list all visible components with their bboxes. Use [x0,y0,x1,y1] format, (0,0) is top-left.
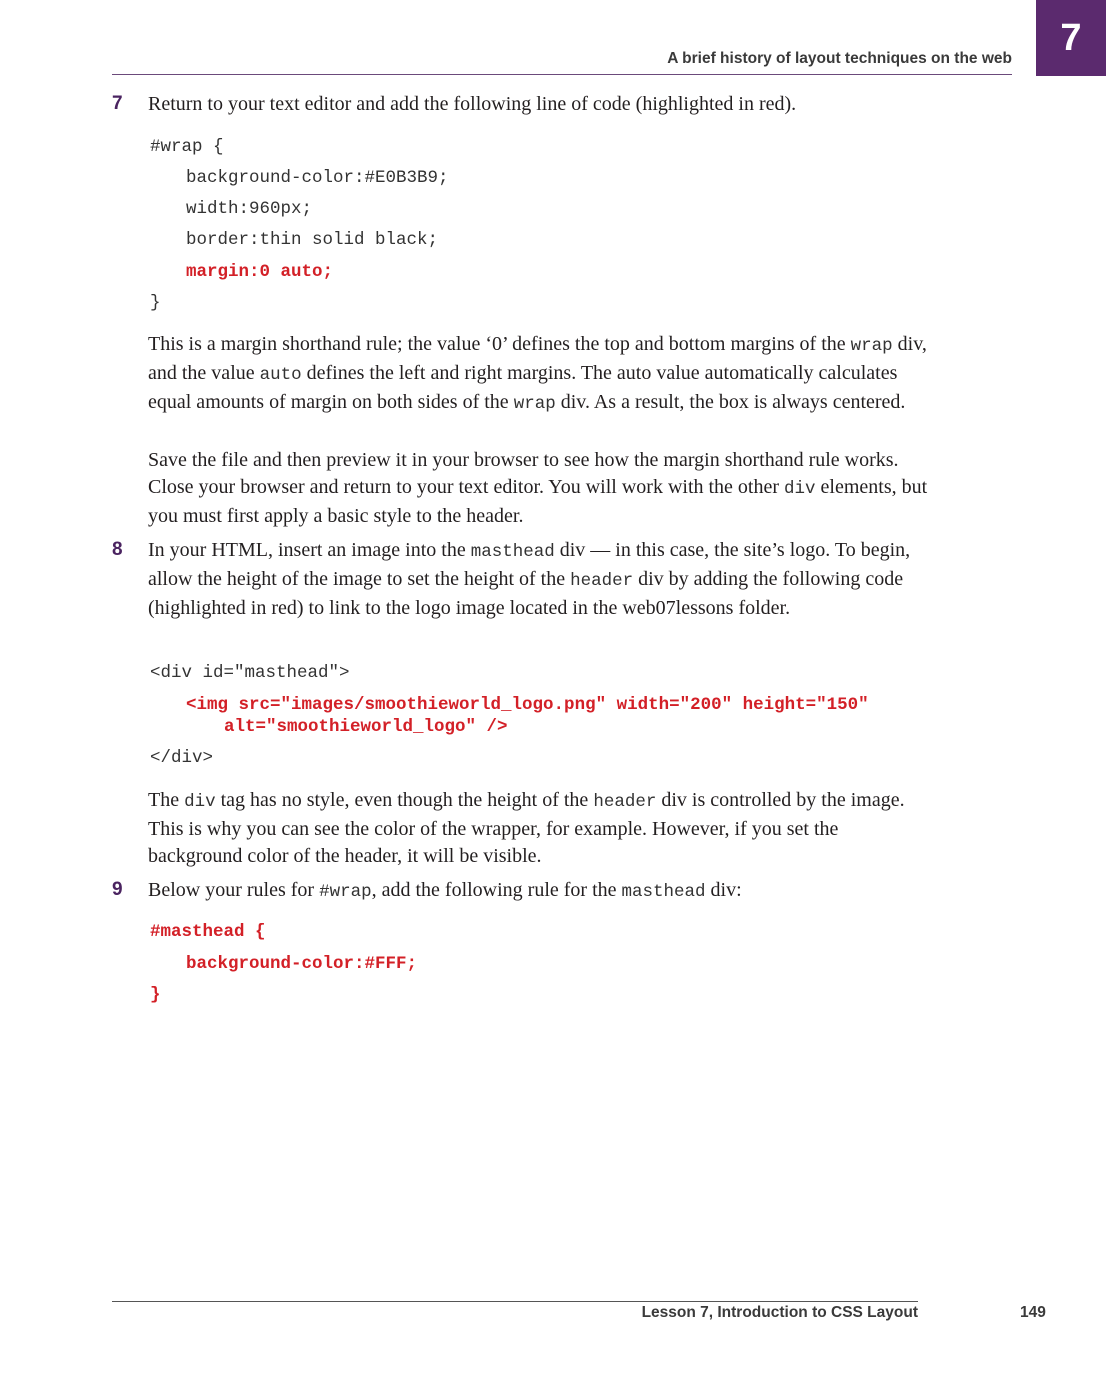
step7-intro: Return to your text editor and add the following line of code (highlighted in red). [148,93,797,115]
code-line: #wrap { [150,137,224,157]
step7-paragraph-1: This is a margin shorthand rule; the value ‘0’ defines the top and bottom margins of the wrap div, and the value auto defines the left and right margins. The auto value automatically calculates equal amounts of margin on both sides of the wrap div. As a result, the box is always centered. [148,333,927,414]
footer-rule [112,1301,918,1302]
code-line-highlighted: alt="smoothieworld_logo" /> [224,717,508,737]
footer-lesson-title: Lesson 7, Introduction to CSS Layout [641,1304,918,1321]
step-number-8: 8 [112,539,123,560]
step-number-9: 9 [112,879,123,900]
code-line: border:thin solid black; [186,230,439,250]
code-line-highlighted: background-color:#FFF; [186,954,418,974]
code-line-highlighted: margin:0 auto; [186,262,334,282]
code-line: <div id="masthead"> [150,663,350,683]
chapter-tab: 7 [1036,0,1106,76]
step9-paragraph: Below your rules for #wrap, add the following rule for the masthead div: [148,879,742,902]
code-line: } [150,293,161,313]
running-head: A brief history of layout techniques on the web [667,50,1012,67]
code-line: background-color:#E0B3B9; [186,168,449,188]
code-line-highlighted: } [150,985,161,1005]
page-number: 149 [1020,1304,1046,1321]
step-number-7: 7 [112,93,123,114]
code-line: </div> [150,748,214,768]
step8-paragraph: In your HTML, insert an image into the masthead div — in this case, the site’s logo. To begin, allow the height of the image to set the height of the header div by adding the following code (highlighted in red) to link to the logo image located in the web07lessons folder. [148,539,911,619]
step8-paragraph-2: The div tag has no style, even though the height of the header div is controlled by the image. This is why you can see the color of the wrapper, for example. However, if you set the background color of the header, it will be visible. [148,789,905,867]
step7-paragraph-2: Save the file and then preview it in your browser to see how the margin shorthand rule works. Close your browser and return to your text editor. You will work with the other div elements, but you must first apply a basic style to the header. [148,449,928,527]
code-line-highlighted: <img src="images/smoothieworld_logo.png" width="200" height="150" [186,695,869,715]
header-rule [112,74,1012,75]
code-line: width:960px; [186,199,313,219]
code-line-highlighted: #masthead { [150,922,266,942]
